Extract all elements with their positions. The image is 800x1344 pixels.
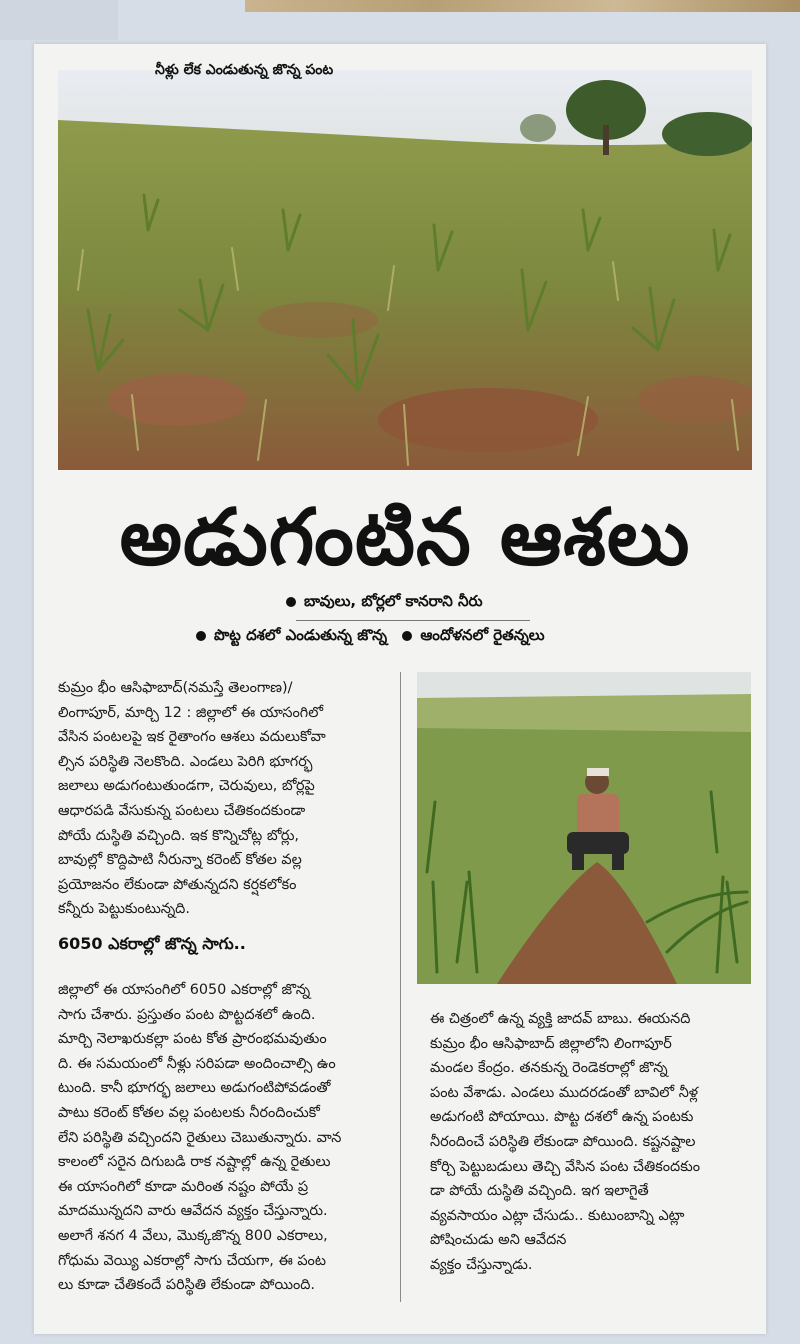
- bullet-icon: [286, 597, 296, 607]
- bullet-icon: [196, 631, 206, 641]
- subheading: 6050 ఎకరాల్లో జొన్న సాగు..: [58, 934, 246, 953]
- article-intro: కుమ్రం భీం ఆసిఫాబాద్(నమస్తే తెలంగాణ)/ లింగాపూర్, మార్చి 12 : జిల్లాలో ఈ యాసంగిలో వేసిన పంటలపై ఇక రైతాంగం ఆశలు వదులుకోవా ల్సిన పరిస్థితి నెలకొంది. ఎండలు పెరిగి భూగర్భ జలాలు అడుగంటుతుండగా, చెరువులు, బోర్లపై ఆధారపడి వేసుకున్న పంటలు చేతికందకుండా పోయే దుస్థితి వచ్చింది. ఇక కొన్నిచోట్ల బోర్లు, బావుల్లో కొద్దిపాటి నీరున్నా కరెంట్ కోతల వల్ల ప్రయోజనం లేకుండా పోతున్నదని కర్షకలోకం కన్నీరు పెట్టుకుంటున్నది.: [58, 680, 326, 918]
- farmer-photo: [417, 672, 751, 984]
- background-band: [0, 0, 118, 40]
- photo-caption: నీళ్లు లేక ఎండుతున్న జొన్న పంట: [155, 62, 334, 78]
- adjacent-clipping-edge: [245, 0, 800, 12]
- article-body: జిల్లాలో ఈ యాసంగిలో 6050 ఎకరాల్లో జొన్న సాగు చేశారు. ప్రస్తుతం పంట పొట్టదశలో ఉంది. మార్చి నెలాఖరుకల్లా పంట కోత ప్రారంభమవుతుం ది. ఈ సమయంలో నీళ్లు సరిపడా అందించాల్సి ఉం టుంది. కానీ భూగర్భ జలాలు అడుగంటిపోవడంతో పాటు కరెంట్ కోతల వల్ల పంటలకు నీరందించుకో లేని పరిస్థితి వచ్చిందని రైతులు చెబుతున్నారు. వాన కాలంలో సరైన దిగుబడి రాక నష్టాల్లో ఉన్న రైతులు ఈ యాసంగిలో కూడా మరింత నష్టం పోయే ప్ర మాదమున్నదని వారు ఆవేదన వ్యక్తం చేస్తున్నారు. అలాగే శనగ 4 వేలు, మొక్కజొన్న 800 ఎకరాలు, గోధుమ వెయ్యి ఎకరాల్లో సాగు చేయగా, ఈ పంట లు కూడా చేతికందే పరిస్థితి లేకుండా పోయింది.: [58, 982, 342, 1294]
- headline: అడుగంటిన ఆశలు: [119, 493, 691, 583]
- divider: [296, 620, 530, 621]
- farmer-in-field-illustration: [417, 672, 751, 984]
- crop-field-illustration: [58, 70, 752, 470]
- deck-line-2: పొట్ట దశలో ఎండుతున్న జొన్న ఆందోళనలో రైతన్నలు: [196, 626, 545, 648]
- deck-line-1: బావులు, బోర్లలో కానరాని నీరు: [286, 592, 483, 614]
- main-photo-dry-jowar-field: [58, 70, 752, 470]
- column-divider: [400, 672, 401, 1302]
- bullet-icon: [402, 631, 412, 641]
- photo-side-caption: ఈ చిత్రంలో ఉన్న వ్యక్తి జాదవ్ బాబు. ఈయనది కుమ్రం భీం ఆసిఫాబాద్ జిల్లాలోని లింగాపూర్ మండల కేంద్రం. తనకున్న రెండెకరాల్లో జొన్న పంట వేశాడు. ఎండలు ముదరడంతో బావిలో నీళ్ల అడుగంటి పోయాయి. పొట్ట దశలో ఉన్న పంటకు నీరందించే పరిస్థితి లేకుండా పోయింది. కష్టనష్టాల కోర్చి పెట్టుబడులు తెచ్చి వేసిన పంట చేతికందకుం డా పోయే దుస్థితి వచ్చింది. ఇగ ఇలాగైతే వ్యవసాయం ఎట్లా చేసుడు.. కుటుంబాన్ని ఎట్లా పోషించుడు అని ఆవేదన వ్యక్తం చేస్తున్నాడు.: [430, 1011, 701, 1273]
